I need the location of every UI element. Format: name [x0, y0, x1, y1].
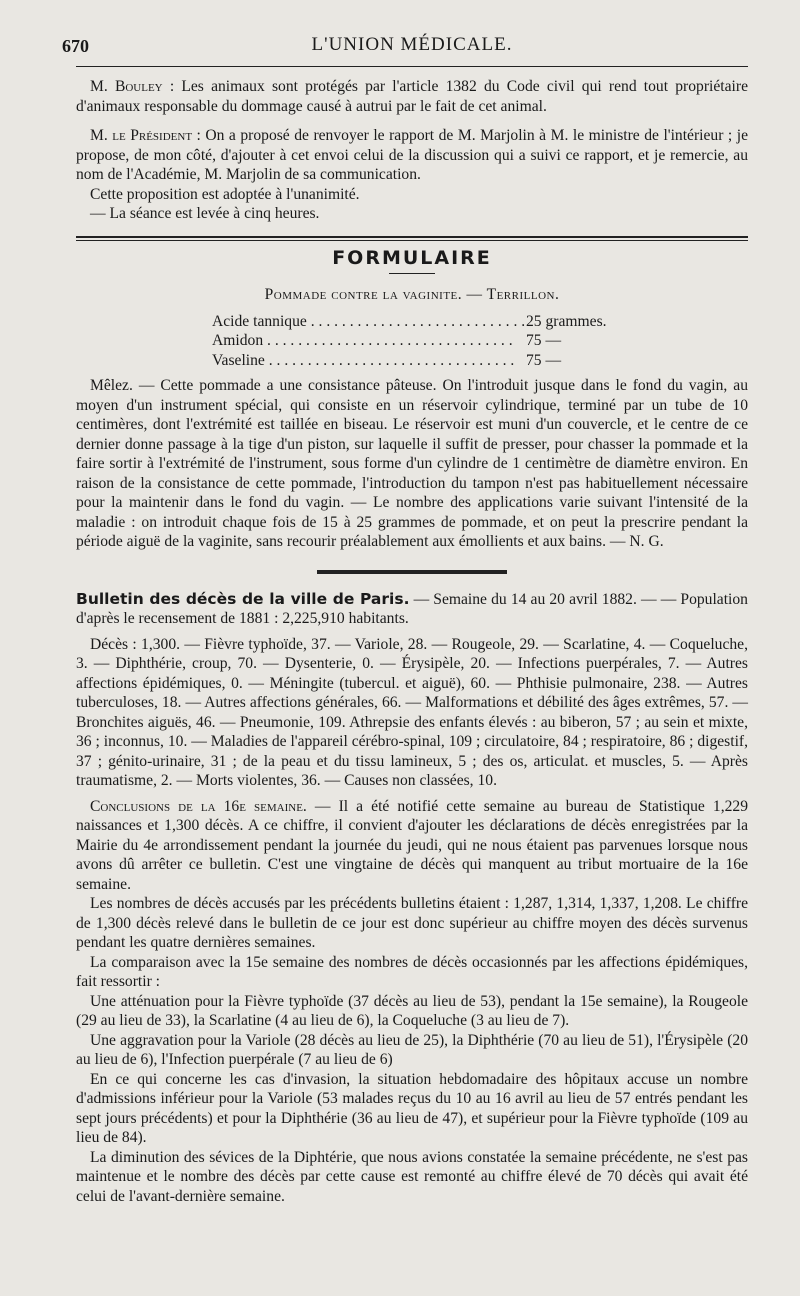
conclusions-text: — Il a été notifié cette semaine au bureau de Statistique 1,229 naissances et 1,300 décès. A ce chiffre, il convient d'ajouter les déclarations de décès enregistrées par la Mairie du 4e arrondissement pendant la journée du jeudi, qui ne nous étaient pas parvenues lorsque nous avons dû arrêter ce bulletin. C'est une vingtaine de décès qui manquent au tribut mortuaire de la 16e semaine. — [76, 797, 748, 893]
bulletin-title: Bulletin des décès de la ville de Paris. — [76, 589, 410, 608]
ingredient-row — [212, 312, 748, 332]
bouley-text: : Les animaux sont protégés par l'article 1382 du Code civil qui rend tout propriétaire d'animaux responsable du dommage causé à autrui par le fait de cet animal. — [76, 78, 748, 115]
final-paragraph: La diminution des sévices de la Diphtérie, que nous avions constatée la semaine précédente, ne s'est pas maintenue et le nombre des décès par cette cause est remonté au chiffre élevé de 70 décès qui avait été celui de l'avant-dernière semaine. — [76, 1148, 748, 1205]
ingredient-name: Amidon — [212, 332, 264, 349]
ingredient-qty: 75 — — [526, 332, 562, 349]
bulletin-heading — [76, 590, 748, 629]
speaker-bouley: M. Bouley — [90, 78, 163, 95]
ingredient-row — [212, 331, 748, 351]
ingredient-name: Vaseline — [212, 351, 265, 369]
president-paragraph — [76, 126, 748, 185]
ingredient-list — [212, 312, 748, 371]
session-closed-line: — La séance est levée à cinq heures. — [90, 205, 320, 222]
recipe-author: Terrillon. — [486, 285, 560, 303]
ingredient-qty: 75 — — [526, 351, 562, 369]
recipe-instructions: Mêlez. — Cette pommade a une consistance pâteuse. On l'introduit jusque dans le fond du vagin, au moyen d'un instrument spécial, qui consiste en un réservoir cylindrique, terminé par un tube de 10 centimères, dont l'extrémité est taillée en biseau. Le réservoir est muni d'un couvercle, et le centre de ce dernier donne passage à la tige d'un piston, sur laquelle il suffit de presser, pour chasser la pommade et la faire sortir à l'extrémité de l'instrument, sous forme d'un cylindre de 1 centimètre de diamètre environ. En raison de la consistance de cette pommade, l'introduction du tampon n'est pas habituellement nécessaire pour la maintenir dans le fond du vagin. — Le nombre des applications varie suivant l'intensité de la maladie : on introduit chaque fois de 15 à 25 grammes de pommade, et on peut la prescrire pendant la période aiguë de la vaginite, sans recourir préalablement aux émollients et aux bains. — N. G. — [76, 377, 748, 550]
title-underline — [389, 273, 435, 274]
attenuation-paragraph: Une atténuation pour la Fièvre typhoïde (37 décès au lieu de 53), pendant la 15e semaine), la Rougeole (29 au lieu de 33), la Scarlatine (4 au lieu de 6), la Coqueluche (3 au lieu de 7). — [76, 992, 748, 1029]
ingredient-row — [212, 351, 748, 371]
president-text: : On a proposé de renvoyer le rapport de M. Marjolin à M. le ministre de l'intérieur ; je propose, de mon côté, d'ajouter à cet envoi celui de la discussion qui a suivi ce rapport, et je remercie, au nom de l'Académie, M. Marjolin de sa communication. — [76, 127, 748, 183]
bulletin-divider — [317, 570, 507, 574]
section-divider — [76, 236, 748, 241]
recipe-name: Pommade contre la vaginite. — — [264, 285, 487, 303]
page-header — [62, 30, 748, 67]
ingredient-name: Acide tannique — [212, 312, 307, 330]
formulaire-title: FORMULAIRE — [332, 246, 492, 269]
conclusions-label: Conclusions de la 16e semaine. — [90, 797, 307, 815]
bouley-paragraph — [76, 77, 748, 116]
recipe-title — [76, 286, 748, 304]
conclusions-paragraph — [76, 797, 748, 895]
aggravation-paragraph: Une aggravation pour la Variole (28 décès au lieu de 25), la Diphthérie (70 au lieu de 51), l'Érysipèle (20 au lieu de 6), l'Infection puerpérale (7 au lieu de 6) — [76, 1031, 748, 1068]
previous-bulletins-paragraph: Les nombres de décès accusés par les précédents bulletins étaient : 1,287, 1,314, 1,337, 1,208. Le chiffre de 1,300 décès relevé dans le bulletin de ce jour est donc supérieur au chiffre moyen des décès survenus pendant les quatre dernières semaines. — [76, 895, 748, 951]
bulletin-subtitle: — Semaine du 14 au 20 avril 1882. — — Population d'après le recensement de 1881 : 2,225,910 habitants. — [76, 590, 748, 627]
ingredient-qty: 25 grammes. — [526, 312, 607, 330]
running-title: L'UNION MÉDICALE. — [311, 34, 513, 55]
adoption-line: Cette proposition est adoptée à l'unanimité. — [90, 185, 360, 203]
page-number: 670 — [62, 36, 89, 56]
comparison-paragraph: La comparaison avec la 15e semaine des nombres de décès occasionnés par les affections épidémiques, fait ressortir : — [76, 953, 748, 990]
deaths-paragraph: Décès : 1,300. — Fièvre typhoïde, 37. — Variole, 28. — Rougeole, 29. — Scarlatine, 4. — Coqueluche, 3. — Diphthérie, croup, 70. — Dysenterie, 0. — Érysipèle, 20. — Infections puerpérales, 7. — Autres affections épidémiques, 0. — Méningite (tubercul. et aiguë), 60. — Phthisie pulmonaire, 238. — Autres tuberculoses, 18. — Autres affections générales, 66. — Malformations et débilité des âges extrêmes, 57. — Bronchites aiguës, 46. — Pneumonie, 109. Athrepsie des enfants élevés : au biberon, 57 ; au sein et mixte, 36 ; inconnus, 10. — Maladies de l'appareil cérébro-spinal, 109 ; circulatoire, 84 ; respiratoire, 86 ; digestif, 37 ; génito-urinaire, 31 ; de la peau et du tissu lamineux, 5 ; des os, articulat. et muscles, 5. — Après traumatisme, 2. — Morts violentes, 36. — Causes non classées, 10. — [76, 635, 748, 789]
invasion-paragraph: En ce qui concerne les cas d'invasion, la situation hebdomadaire des hôpitaux accuse un nombre d'admissions inférieur pour la Variole (53 malades reçus du 10 au 16 avril au lieu de 57 entrés pendant les sept jours précédents) et pour la Diphthérie (36 au lieu de 47), et supérieur pour la Fièvre typhoïde (109 au lieu de 84). — [76, 1070, 748, 1146]
speaker-president: M. le Président — [90, 127, 193, 144]
